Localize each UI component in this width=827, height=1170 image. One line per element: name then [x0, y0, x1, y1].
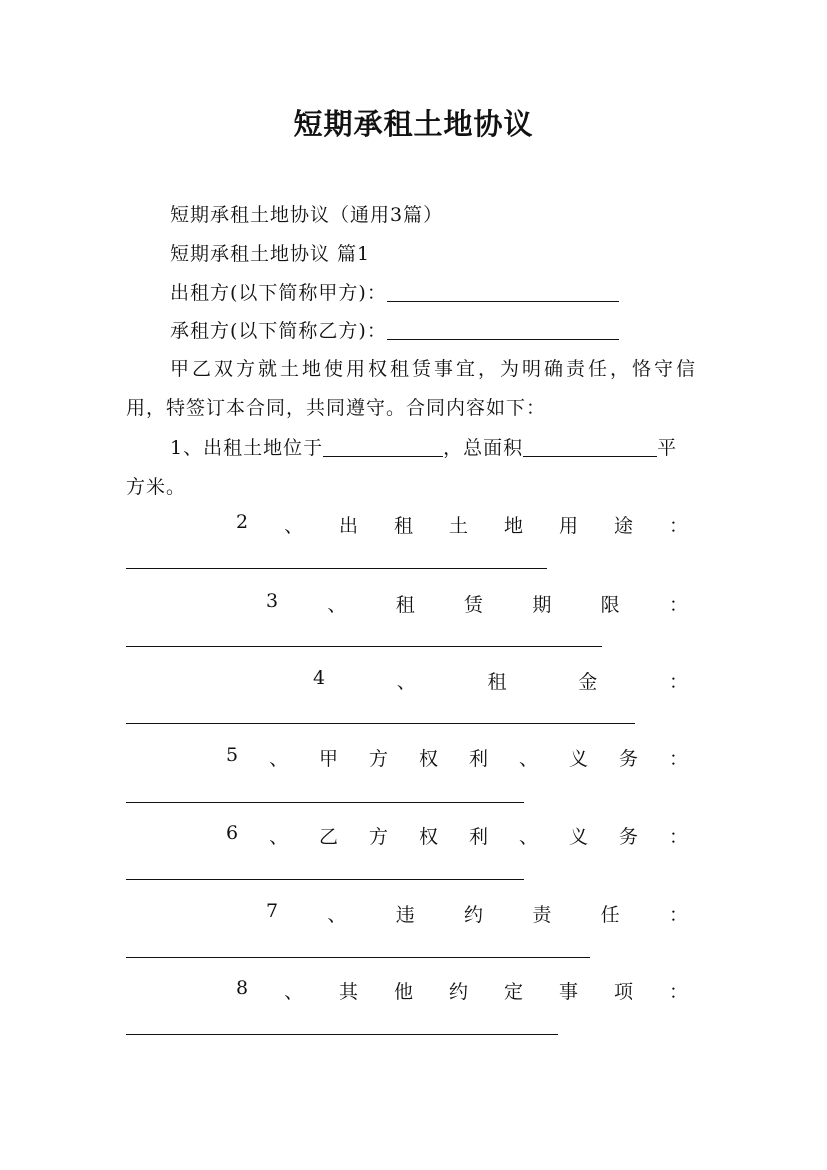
clause-char: 事 — [558, 981, 578, 1003]
clause-char: 其 — [339, 981, 359, 1003]
clause-char: 、 — [269, 748, 289, 770]
clause-char: 途 — [613, 515, 633, 537]
lessor-line — [170, 278, 619, 305]
clause-char: 约 — [449, 981, 469, 1003]
clause-char: 方 — [369, 826, 389, 848]
clause-char: 、 — [269, 826, 289, 848]
clause-char: 义 — [568, 826, 588, 848]
clause-char: 8 — [236, 977, 249, 999]
clause-4-blank — [126, 723, 635, 724]
clause-char: 权 — [419, 748, 439, 770]
clause-char: 他 — [394, 981, 414, 1003]
clause-char: 定 — [504, 981, 524, 1003]
section-title: 短期承租土地协议 篇1 — [170, 243, 371, 265]
clause-char: 甲 — [319, 748, 339, 770]
clause-char: ： — [668, 826, 688, 848]
clause-char: 6 — [226, 822, 239, 844]
clause-char: 租 — [394, 515, 414, 537]
clause-char: 5 — [226, 744, 239, 766]
clause-char: 方 — [369, 748, 389, 770]
clause-char: 限 — [600, 594, 620, 616]
clause-char: 4 — [313, 667, 326, 689]
clause-7-blank — [126, 957, 590, 958]
intro-line-2: 用，特签订本合同，共同遵守。合同内容如下： — [126, 397, 547, 419]
clause-char: 3 — [266, 590, 279, 612]
clause-char: 义 — [568, 748, 588, 770]
clause-1-unit-start: 平 — [657, 437, 678, 459]
clause-3-heading — [266, 590, 688, 617]
clause-char: ： — [668, 594, 688, 616]
clause-5-heading — [226, 744, 688, 771]
clause-1-unit-end: 方米。 — [126, 476, 187, 498]
clause-char: 出 — [339, 515, 359, 537]
clause-1-area-label: ，总面积 — [443, 437, 524, 459]
clause-5-blank — [126, 802, 524, 803]
clause-char: 赁 — [464, 594, 484, 616]
lessor-blank — [387, 283, 619, 302]
clause-char: ： — [668, 748, 688, 770]
clause-1-line — [170, 433, 677, 460]
clause-4-heading — [313, 667, 688, 694]
clause-2-heading — [236, 511, 688, 538]
clause-char: 责 — [532, 904, 552, 926]
clause-1-location-label: 1、出租土地位于 — [170, 437, 324, 459]
heading-line: 短期承租土地协议（通用3篇） — [170, 204, 444, 226]
clause-char: 务 — [618, 826, 638, 848]
clause-8-heading — [236, 977, 688, 1004]
clause-char: 违 — [395, 904, 415, 926]
clause-char: 2 — [236, 511, 249, 533]
clause-char: 7 — [266, 900, 279, 922]
clause-char: ： — [668, 671, 688, 693]
lessee-line — [170, 316, 619, 343]
clause-char: 、 — [327, 594, 347, 616]
clause-char: 乙 — [319, 826, 339, 848]
lessor-label: 出租方(以下简称甲方)： — [170, 282, 387, 304]
lessee-label: 承租方(以下简称乙方)： — [170, 320, 387, 342]
clause-char: 租 — [487, 671, 507, 693]
clause-char: 、 — [284, 981, 304, 1003]
clause-char: 权 — [419, 826, 439, 848]
clause-char: 、 — [518, 748, 538, 770]
clause-7-heading — [266, 900, 688, 927]
clause-char: ： — [668, 904, 688, 926]
clause-char: 务 — [618, 748, 638, 770]
clause-8-blank — [126, 1034, 558, 1035]
clause-char: 利 — [469, 826, 489, 848]
clause-char: 项 — [613, 981, 633, 1003]
location-blank — [323, 438, 443, 457]
clause-2-blank — [126, 568, 547, 569]
clause-char: ： — [668, 981, 688, 1003]
clause-char: 土 — [449, 515, 469, 537]
clause-6-heading — [226, 822, 688, 849]
clause-char: 、 — [327, 904, 347, 926]
clause-char: 约 — [464, 904, 484, 926]
document-title: 短期承租土地协议 — [293, 107, 534, 141]
area-blank — [523, 438, 657, 457]
intro-line-1: 甲乙双方就土地使用权租赁事宜，为明确责任，恪守信 — [170, 358, 699, 380]
clause-char: 期 — [532, 594, 552, 616]
clause-char: 、 — [396, 671, 416, 693]
clause-6-blank — [126, 879, 524, 880]
clause-3-blank — [126, 646, 602, 647]
clause-char: 地 — [504, 515, 524, 537]
clause-char: 、 — [518, 826, 538, 848]
clause-char: 任 — [600, 904, 620, 926]
clause-char: 、 — [284, 515, 304, 537]
lessee-blank — [387, 321, 619, 340]
clause-char: 用 — [558, 515, 578, 537]
clause-char: ： — [668, 515, 688, 537]
clause-char: 利 — [469, 748, 489, 770]
clause-char: 金 — [578, 671, 598, 693]
clause-char: 租 — [395, 594, 415, 616]
